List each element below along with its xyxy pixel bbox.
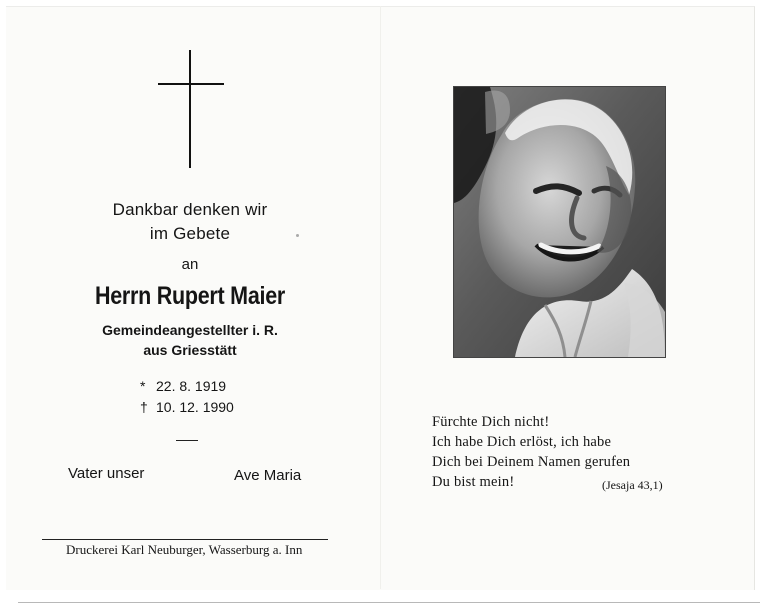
cross-horizontal-bar xyxy=(158,83,224,85)
short-divider xyxy=(176,440,198,441)
card-fold xyxy=(380,6,381,589)
verse-line-3: Dich bei Deinem Namen gerufen xyxy=(432,454,631,470)
verse-line-2: Ich habe Dich erlöst, ich habe xyxy=(432,434,612,450)
an-text: an xyxy=(181,256,199,273)
death-date-row xyxy=(140,397,234,418)
birth-star-icon: * xyxy=(140,378,146,394)
paper-speck xyxy=(296,234,299,237)
cross-vertical-bar xyxy=(189,50,191,168)
verse-line-1: Fürchte Dich nicht! xyxy=(432,414,550,430)
scan-bottom-edge xyxy=(18,602,760,603)
thanks-line-2: im Gebete xyxy=(149,224,231,243)
life-dates xyxy=(140,376,234,418)
verse-line-4: Du bist mein! xyxy=(432,474,515,490)
bible-verse xyxy=(432,412,630,492)
birth-date: 22. 8. 1919 xyxy=(156,378,227,394)
printer-credit: Druckerei Karl Neuburger, Wasserburg a. Inn xyxy=(66,542,303,557)
prayer-ave-maria: Ave Maria xyxy=(234,467,302,484)
death-cross-icon: † xyxy=(140,399,148,415)
occupation-line-2: aus Griesstätt xyxy=(143,342,237,358)
portrait-svg xyxy=(454,87,665,357)
prayer-vater-unser: Vater unser xyxy=(68,465,145,482)
occupation-text xyxy=(40,320,340,360)
verse-reference: (Jesaja 43,1) xyxy=(602,478,663,492)
portrait-photo xyxy=(453,86,666,358)
printer-divider xyxy=(42,539,328,540)
thanks-line-1: Dankbar denken wir xyxy=(112,200,268,219)
death-date: 10. 12. 1990 xyxy=(156,399,234,415)
deceased-name: Herrn Rupert Maier xyxy=(94,282,286,310)
thanks-text xyxy=(40,198,340,246)
occupation-line-1: Gemeindeangestellter i. R. xyxy=(102,322,278,338)
birth-date-row xyxy=(140,376,234,397)
